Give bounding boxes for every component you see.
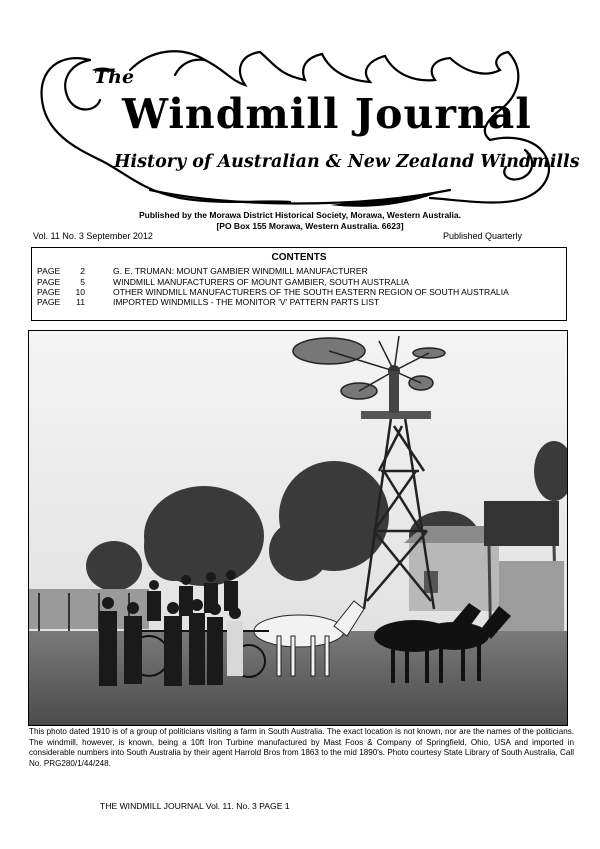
toc-page-label: PAGE	[37, 266, 61, 276]
masthead-title: Windmill Journal	[122, 90, 532, 138]
issue-frequency: Published Quarterly	[442, 231, 522, 241]
masthead-subtitle: History of Australian & New Zealand Windmills	[114, 152, 580, 172]
page-footer: THE WINDMILL JOURNAL Vol. 11. No. 3 PAGE 1	[100, 801, 290, 811]
historic-photo	[28, 330, 568, 726]
publisher-address: [PO Box 155 Morawa, Western Australia. 6623]	[216, 221, 404, 231]
toc-page-label: PAGE	[37, 297, 61, 307]
toc-title: IMPORTED WINDMILLS - THE MONITOR 'V' PATTERN PARTS LIST	[113, 297, 380, 307]
toc-title: OTHER WINDMILL MANUFACTURERS OF THE SOUTH EASTERN REGION OF SOUTH AUSTRALIA	[113, 287, 509, 297]
toc-page-label: PAGE	[37, 277, 61, 287]
issue-volume: Vol. 11 No. 3 September 2012	[33, 231, 153, 241]
toc-page-number: 11	[76, 297, 85, 307]
photo-illustration	[29, 331, 568, 726]
toc-title: G. E. TRUMAN: MOUNT GAMBIER WINDMILL MANUFACTURER	[113, 266, 368, 276]
toc-title: WINDMILL MANUFACTURERS OF MOUNT GAMBIER, SOUTH AUSTRALIA	[113, 277, 410, 287]
toc-page-label: PAGE	[37, 287, 61, 297]
masthead-the: The	[94, 66, 135, 88]
toc-page-number: 5	[80, 277, 85, 287]
contents-box	[31, 247, 567, 321]
toc-page-number: 2	[80, 266, 85, 276]
publisher-line: Published by the Morawa District Historical Society, Morawa, Western Australia.	[139, 210, 461, 220]
photo-caption: This photo dated 1910 is of a group of politicians visiting a farm in South Australia. The exact location is not known, nor are the names of the politicians. The windmill, however, is known, being a 10ft Iron Turbine manufactured by Mast Foos & Company of Springfield, Ohio, USA and imported in considerable numbers into South Australia by their agent Harrold Bros from 1863 to the mid 1890's. Photo courtesy State Library of South Australia, Call No. PRG280/1/44/248.	[29, 727, 574, 768]
toc-page-number: 10	[75, 287, 85, 297]
masthead	[30, 40, 580, 215]
contents-heading: CONTENTS	[271, 252, 327, 263]
